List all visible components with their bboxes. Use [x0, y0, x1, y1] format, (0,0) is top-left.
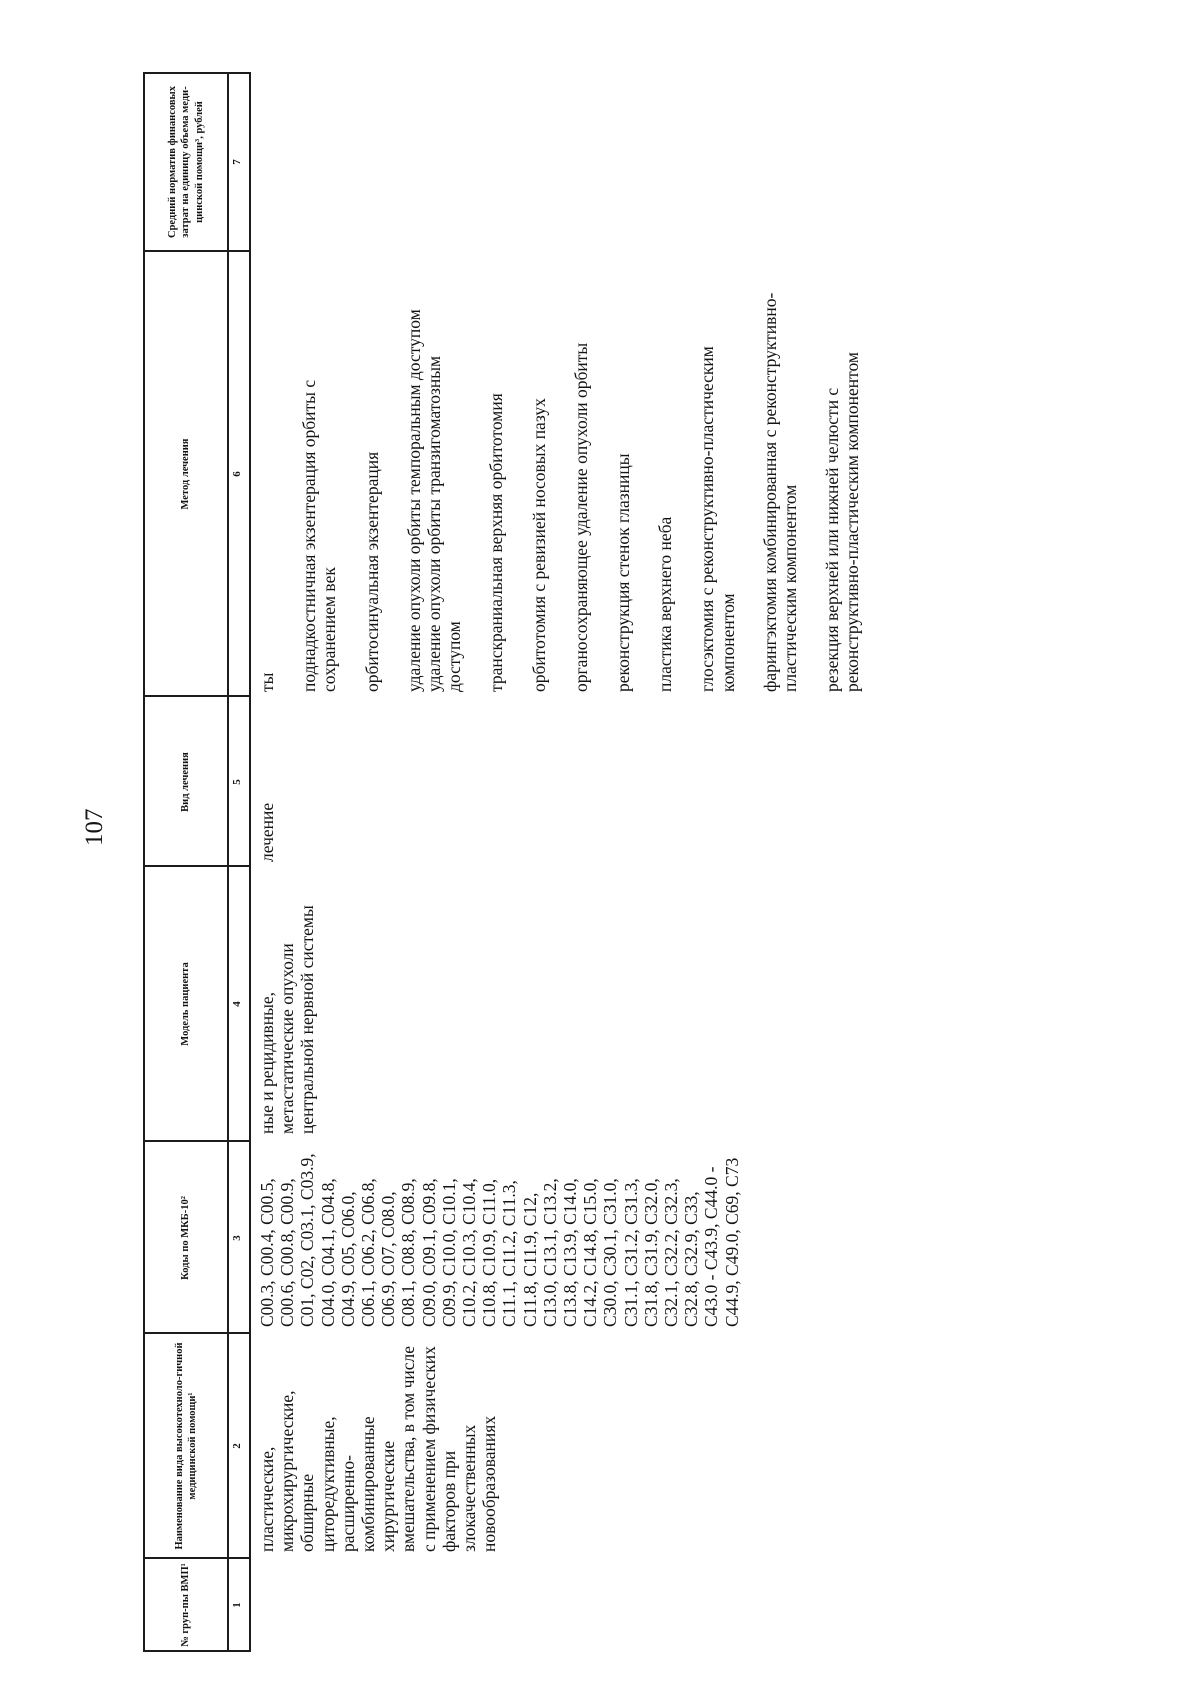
col-border-3 [143, 1141, 250, 1143]
method-item: ты [257, 672, 277, 692]
method-item: фарингэктомия комбинированная с реконструктивно-пластическим компонентом [759, 292, 801, 692]
method-item: органосохраняющее удаление опухоли орбиты [570, 342, 591, 692]
table-top-border [143, 72, 145, 1652]
method-item: поднадкостничная экзентерация орбиты с сохранением век [299, 379, 340, 692]
method-item: орбитосинуальная экзентерация [361, 451, 382, 692]
header-norm-cost: Средний норматив финансовых затрат на единицу объема меди-цинской помощи³, рублей [167, 86, 205, 239]
vmp-type-name-cell: пластические, микрохирургические, обширные циторедуктивные, расширенно-комбинированные хирургические вмешательства, в том числе с применением физических факторов при злокачественных новообразованиях [257, 1345, 500, 1552]
patient-model-cell: ные и рецидивные, метастатические опухоли центральной нервной системы [257, 905, 318, 1134]
header-group-no: № груп-пы ВМП¹ [180, 1563, 192, 1647]
col-border-0 [143, 1651, 250, 1653]
column-number-1: 1 [231, 1602, 243, 1608]
method-item: удаление опухоли орбиты транзигоматозным доступом [424, 355, 465, 692]
col-border-6 [143, 251, 250, 253]
column-number-3: 3 [231, 1235, 243, 1241]
treatment-methods-cell [257, 282, 863, 692]
rotated-table [143, 32, 1143, 1652]
method-item: удаление опухоли орбиты темпоральным доступом [403, 309, 424, 692]
method-item: пластика верхнего неба [655, 516, 676, 692]
column-number-7: 7 [231, 159, 243, 165]
header-method: Метод лечения [180, 438, 192, 510]
column-number-2: 2 [231, 1443, 243, 1449]
method-item: реконструкция стенок глазницы [613, 453, 634, 692]
col-border-7 [143, 73, 250, 75]
header-icd-codes: Коды по МКБ-10² [180, 1196, 192, 1280]
header-patient-model: Модель пациента [180, 962, 192, 1046]
header-type-name: Наименование вида высокотехноло-гичной медицинской помощи¹ [173, 1342, 198, 1550]
column-number-5: 5 [231, 779, 243, 785]
method-item: транскраниальная верхняя орбитотомия [486, 393, 507, 692]
icd-codes-cell: С00.3, С00.4, С00.5, С00.6, С00.8, С00.9, С01, С02, С03.1, С03.9, С04.0, С04.1, С04.8, С04.9, С05, С06.0, С06.1, С06.2, С06.8, С06.9, С07, С08.0, С08.1, С08.8, С08.9, С09.0, С09.1, С09.8, С09.9, С10.0, С10.1, С10.2, С10.3, С10.4, С10.8, С10.9, С11.0, С11.1, С11.2, С11.3, С11.8, С11.9, С12, С13.0, С13.1, С13.2, С13.8, С13.9, С14.0, С14.2, С14.8, С15.0, С30.0, С30.1, С31.0, С31.1, С31.2, С31.3, С31.8, С31.9, С32.0, С32.1, С32.2, С32.3, С32.8, С32.9, С33, С43.0 - С43.9, С44.0 - С44.9, С49.0, С69, С73 [257, 1153, 742, 1327]
col-border-5 [143, 696, 250, 698]
header-treatment-type: Вид лечения [180, 752, 192, 812]
page-number: 107 [81, 808, 108, 846]
method-item: глосэктомия с реконструктивно-пластическим компонентом [697, 346, 738, 692]
column-number-6: 6 [231, 471, 243, 477]
col-border-4 [143, 866, 250, 868]
method-item: резекция верхней или нижней челюсти с реконструктивно-пластическим компонентом [822, 352, 863, 692]
treatment-type-cell: лечение [257, 802, 277, 862]
col-border-2 [143, 1333, 250, 1335]
col-border-1 [143, 1558, 250, 1560]
column-number-4: 4 [231, 1001, 243, 1007]
method-item: орбитотомия с ревизией носовых пазух [528, 398, 549, 692]
number-row-divider [249, 72, 251, 1652]
